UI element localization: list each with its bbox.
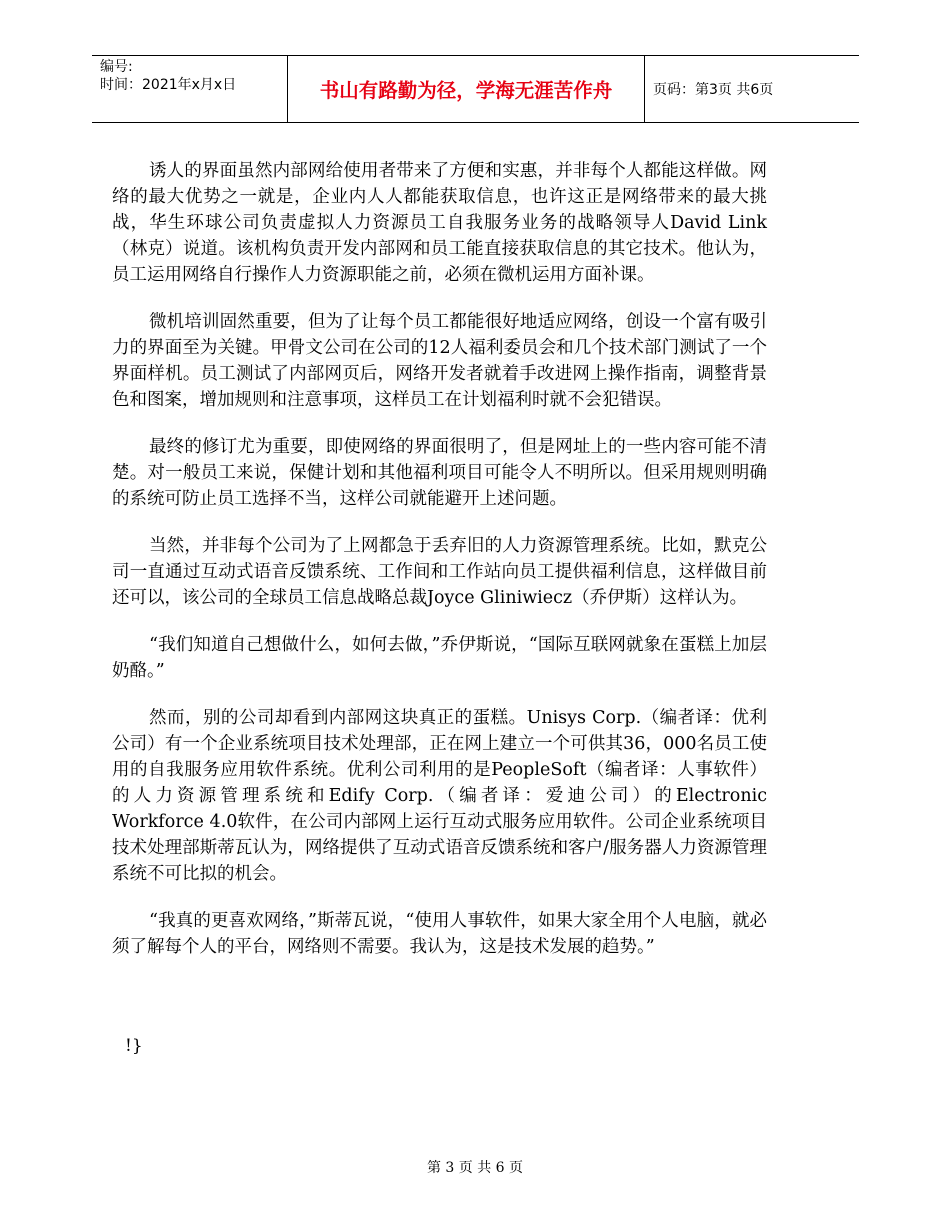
page-header [92, 55, 859, 123]
paragraph-1: 诱人的界面虽然内部网给使用者带来了方便和实惠，并非每个人都能这样做。网络的最大优势之一就是，企业内人人都能获取信息，也许这正是网络带来的最大挑战，华生环球公司负责虚拟人力资源员工自我服务业务的战略领导人David Link（林克）说道。该机构负责开发内部网和员工能直接获取信息的其它技术。他认为，员工运用网络自行操作人力资源职能之前，必须在微机运用方面补课。 [112, 161, 767, 285]
header-page-info: 页码：第3页 共6页 [653, 82, 774, 98]
number-label: 编号: [100, 59, 133, 75]
trailing-marks: !} [125, 1036, 143, 1056]
header-motto: 书山有路勤为径，学海无涯苦作舟 [287, 56, 645, 122]
time-label: 时间：2021年x月x日 [100, 77, 237, 93]
header-meta [92, 56, 287, 122]
paragraph-4: 当然，并非每个公司为了上网都急于丢弃旧的人力资源管理系统。比如，默克公司一直通过互动式语音反馈系统、工作间和工作站向员工提供福利信息，这样做目前还可以，该公司的全球员工信息战略总裁Joyce Gliniwiecz（乔伊斯）这样认为。 [112, 536, 767, 608]
paragraph-3: 最终的修订尤为重要，即使网络的界面很明了，但是网址上的一些内容可能不清楚。对一般员工来说，保健计划和其他福利项目可能令人不明所以。但采用规则明确的系统可防止员工选择不当，这样公司就能避开上述问题。 [112, 437, 767, 509]
paragraph-5: “我们知道自己想做什么，如何去做，”乔伊斯说，“国际互联网就象在蛋糕上加层奶酪。” [112, 635, 767, 681]
page-footer: 第 3 页 共 6 页 [426, 1160, 524, 1176]
paragraph-2: 微机培训固然重要，但为了让每个员工都能很好地适应网络，创设一个富有吸引力的界面至为关键。甲骨文公司在公司的12人福利委员会和几个技术部门测试了一个界面样机。员工测试了内部网页后，网络开发者就着手改进网上操作指南，调整背景色和图案，增加规则和注意事项，这样员工在计划福利时就不会犯错误。 [112, 312, 767, 410]
paragraph-7: “我真的更喜欢网络，”斯蒂瓦说，“使用人事软件，如果大家全用个人电脑，就必须了解每个人的平台，网络则不需要。我认为，这是技术发展的趋势。” [112, 911, 767, 957]
document-body [112, 158, 767, 981]
paragraph-6: 然而，别的公司却看到内部网这块真正的蛋糕。Unisys Corp.（编者译：优利公司）有一个企业系统项目技术处理部，正在网上建立一个可供其36，000名员工使用的自我服务应用软件系统。优利公司利用的是PeopleSoft（编者译：人事软件）的人力资源管理系统和Edify Corp.（编者译：爱迪公司）的Electronic Workforce 4.0软件，在公司内部网上运行互动式服务应用软件。公司企业系统项目技术处理部斯蒂瓦认为，网络提供了互动式语音反馈系统和客户/服务器人力资源管理系统不可比拟的机会。 [112, 708, 767, 884]
